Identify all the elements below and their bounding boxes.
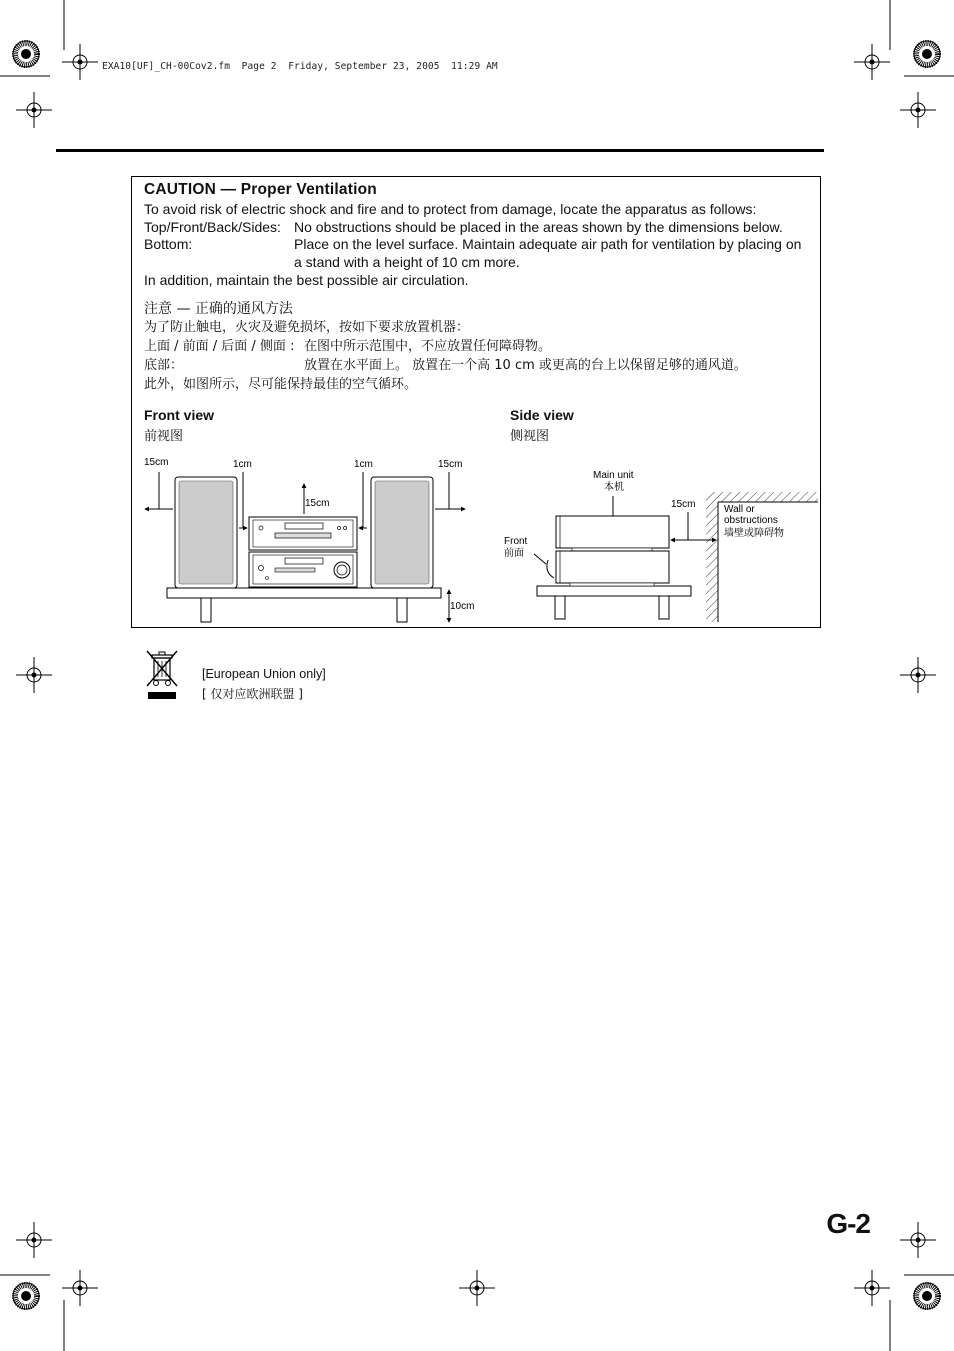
- front-indicator: [547, 560, 554, 578]
- front-label: Front: [504, 536, 528, 547]
- side-stand-top: [537, 586, 691, 596]
- left-side-label: 15cm: [144, 457, 169, 468]
- starburst-mark-icon: [914, 1283, 940, 1309]
- caution-zh-row-label: 上面 / 前面 / 后面 / 侧面 :: [144, 339, 295, 354]
- stand-leg: [201, 598, 211, 622]
- crosshair-mark-icon: [900, 1222, 936, 1258]
- back-gap-label: 15cm: [671, 499, 696, 510]
- crosshair-mark-icon: [900, 657, 936, 693]
- caution-zh-title: 注意 — 正确的通风方法: [144, 301, 293, 317]
- right-side-label: 15cm: [438, 459, 463, 470]
- crosshair-mark-icon: [854, 44, 890, 80]
- main-unit-label: Main unit: [593, 470, 634, 481]
- crosshair-mark-icon: [16, 1222, 52, 1258]
- caution-intro: To avoid risk of electric shock and fire and to protect from damage, locate the apparatus as follows:: [144, 201, 757, 217]
- caution-zh-row-label: 底部：: [144, 358, 184, 373]
- file-header: EXA10[UF]_CH-00Cov2.fm Page 2 Friday, September 23, 2005 11:29 AM: [102, 61, 498, 72]
- weee-text-zh: [ 仅对应欧洲联盟 ]: [202, 687, 303, 701]
- left-gap-label: 1cm: [233, 459, 252, 470]
- starburst-mark-icon: [914, 41, 940, 67]
- crosshair-mark-icon: [459, 1270, 495, 1306]
- wall-label-zh: 墙壁或障碍物: [724, 528, 784, 539]
- right-gap-label: 1cm: [354, 459, 373, 470]
- crosshair-mark-icon: [854, 1270, 890, 1306]
- front-view-title-zh: 前视图: [144, 429, 184, 444]
- caution-row-text-cont: a stand with a height of 10 cm more.: [294, 254, 520, 270]
- crosshair-mark-icon: [900, 92, 936, 128]
- side-view-title-zh: 侧视图: [510, 429, 550, 444]
- caution-zh-row-text: 放置在水平面上。 放置在一个高 10 cm 或更高的台上以保留足够的通风道。: [304, 358, 747, 373]
- crosshair-mark-icon: [62, 44, 98, 80]
- front-label-zh: 前面: [504, 548, 524, 559]
- top-rule: [56, 149, 824, 152]
- front-view-diagram: [135, 450, 485, 625]
- wall-hatch: [706, 492, 718, 622]
- stand-top: [167, 588, 441, 598]
- wall-hatch-top: [718, 492, 818, 502]
- starburst-mark-icon: [13, 41, 39, 67]
- side-stand-leg: [659, 596, 669, 619]
- caution-row-text: No obstructions should be placed in the areas shown by the dimensions below.: [294, 219, 783, 235]
- main-unit-label-zh: 本机: [604, 482, 624, 493]
- side-view-diagram: [500, 460, 820, 625]
- caution-title: CAUTION — Proper Ventilation: [144, 181, 377, 198]
- crosshair-mark-icon: [16, 657, 52, 693]
- caution-row-label: Top/Front/Back/Sides:: [144, 219, 281, 235]
- starburst-mark-icon: [13, 1283, 39, 1309]
- front-view-title: Front view: [144, 407, 215, 423]
- crosshair-mark-icon: [62, 1270, 98, 1306]
- caution-closing: In addition, maintain the best possible air circulation.: [144, 272, 469, 288]
- crosshair-mark-icon: [16, 92, 52, 128]
- top-gap-label: 15cm: [305, 498, 330, 509]
- side-stand-leg: [555, 596, 565, 619]
- caution-zh-intro: 为了防止触电，火灾及避免损坏，按如下要求放置机器：: [144, 320, 470, 335]
- stand-leg: [397, 598, 407, 622]
- side-top-unit: [556, 516, 669, 548]
- caution-zh-closing: 此外，如图所示，尽可能保持最佳的空气循环。: [144, 377, 418, 392]
- wall-label: obstructions: [724, 515, 778, 526]
- caution-row-label: Bottom:: [144, 236, 193, 252]
- left-speaker-grille: [179, 481, 233, 584]
- crossed-out-bin-icon: [144, 648, 180, 702]
- wall-label: Wall or: [724, 504, 755, 515]
- bottom-gap-label: 10cm: [450, 601, 475, 612]
- right-speaker-grille: [375, 481, 429, 584]
- caution-zh-row-text: 在图中所示范围中，不应放置任何障碍物。: [304, 339, 552, 354]
- side-bottom-unit: [556, 551, 669, 583]
- page-number: G-2: [826, 1208, 870, 1239]
- weee-text-en: [European Union only]: [202, 667, 326, 681]
- caution-row-text: Place on the level surface. Maintain adequate air path for ventilation by placing on: [294, 236, 802, 252]
- side-view-title: Side view: [510, 407, 574, 423]
